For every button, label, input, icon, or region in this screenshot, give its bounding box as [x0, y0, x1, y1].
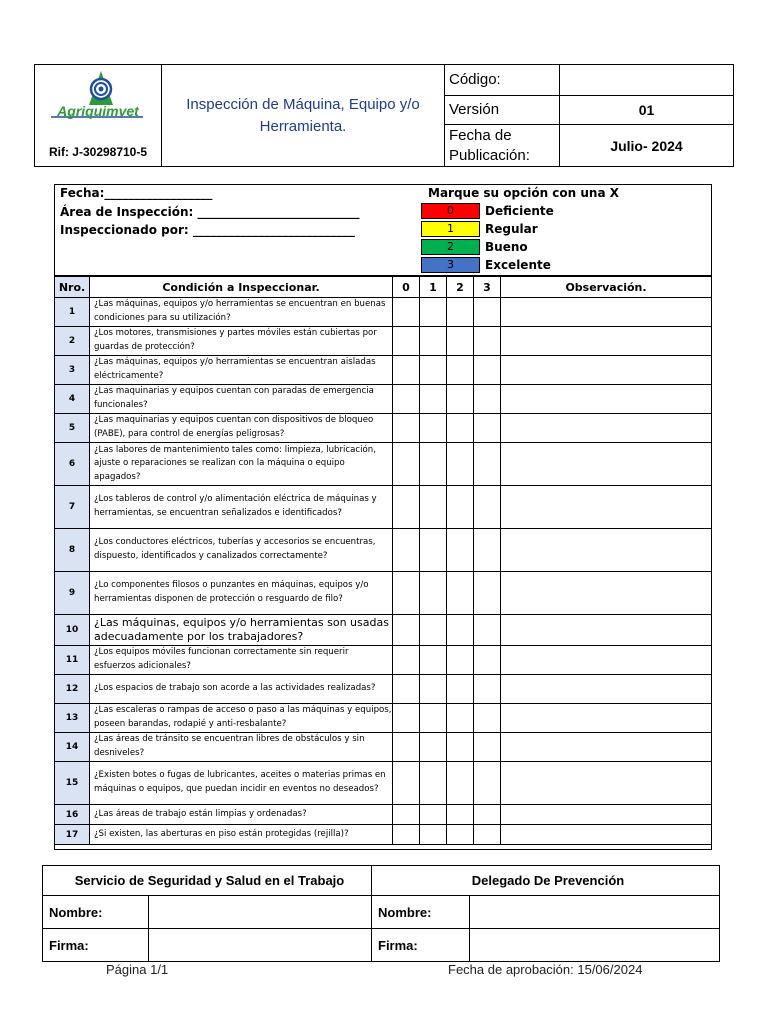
row-condition: ¿Las áreas de trabajo están limpias y ordenadas? — [90, 805, 393, 825]
score-cell-0[interactable] — [393, 825, 420, 845]
score-cell-3[interactable] — [474, 805, 501, 825]
row-condition: ¿Si existen, las aberturas en piso están protegidas (rejilla)? — [90, 825, 393, 845]
row-condition: ¿Los tableros de control y/o alimentación eléctrica de máquinas y herramientas, se encuentran señalizados e identificados? — [90, 486, 393, 529]
score-cell-0[interactable] — [393, 805, 420, 825]
observation-cell[interactable] — [501, 615, 712, 646]
company-name: Agriquimvet — [57, 103, 139, 119]
legend-swatch-2: 2 — [421, 239, 480, 255]
score-cell-2[interactable] — [447, 615, 474, 646]
sst-nombre-field[interactable] — [149, 896, 372, 929]
table-row — [55, 805, 711, 825]
score-cell-3[interactable] — [474, 385, 501, 414]
score-cell-1[interactable] — [420, 825, 447, 845]
row-number: 6 — [55, 443, 90, 486]
observation-cell[interactable] — [501, 414, 712, 443]
score-cell-1[interactable] — [420, 529, 447, 572]
table-row — [55, 615, 711, 646]
score-cell-1[interactable] — [420, 805, 447, 825]
score-cell-3[interactable] — [474, 529, 501, 572]
table-row — [55, 762, 711, 805]
observation-cell[interactable] — [501, 704, 712, 733]
observation-cell[interactable] — [501, 733, 712, 762]
score-cell-2[interactable] — [447, 385, 474, 414]
score-cell-1[interactable] — [420, 615, 447, 646]
observation-cell[interactable] — [501, 327, 712, 356]
row-condition: ¿Los equipos móviles funcionan correctamente sin requerir esfuerzos adicionales? — [90, 646, 393, 675]
score-cell-1[interactable] — [420, 356, 447, 385]
document-title-text: Inspección de Máquina, Equipo y/o Herramienta. — [186, 95, 420, 135]
sst-firma-field[interactable] — [149, 929, 372, 962]
score-cell-2[interactable] — [447, 298, 474, 327]
observation-cell[interactable] — [501, 646, 712, 675]
col-nro: Nro. — [55, 277, 90, 298]
score-cell-3[interactable] — [474, 615, 501, 646]
table-row — [55, 675, 711, 704]
score-cell-2[interactable] — [447, 356, 474, 385]
row-number: 4 — [55, 385, 90, 414]
observation-cell[interactable] — [501, 529, 712, 572]
row-condition: ¿Los espacios de trabajo son acorde a las actividades realizadas? — [90, 675, 393, 704]
score-cell-1[interactable] — [420, 646, 447, 675]
table-row — [55, 704, 711, 733]
table-row — [55, 529, 711, 572]
score-cell-0[interactable] — [393, 414, 420, 443]
score-cell-3[interactable] — [474, 646, 501, 675]
observation-cell[interactable] — [501, 385, 712, 414]
legend-label-1: Regular — [485, 222, 538, 236]
observation-cell[interactable] — [501, 572, 712, 615]
score-cell-3[interactable] — [474, 762, 501, 805]
score-cell-3[interactable] — [474, 414, 501, 443]
score-cell-3[interactable] — [474, 443, 501, 486]
score-cell-2[interactable] — [447, 825, 474, 845]
document-header — [34, 64, 734, 167]
inspection-form — [54, 184, 712, 850]
signature-table — [42, 865, 720, 962]
score-cell-1[interactable] — [420, 572, 447, 615]
observation-cell[interactable] — [501, 486, 712, 529]
document-title — [162, 65, 445, 167]
observation-cell[interactable] — [501, 443, 712, 486]
score-cell-1[interactable] — [420, 675, 447, 704]
observation-cell[interactable] — [501, 825, 712, 845]
observation-cell[interactable] — [501, 805, 712, 825]
score-cell-3[interactable] — [474, 327, 501, 356]
row-condition: ¿Lo componentes filosos o punzantes en máquinas, equipos y/o herramientas disponen de protección o resguardo de filo? — [90, 572, 393, 615]
row-number: 3 — [55, 356, 90, 385]
score-cell-3[interactable] — [474, 733, 501, 762]
table-row — [55, 414, 711, 443]
company-logo — [35, 65, 161, 141]
legend-swatch-0: 0 — [421, 203, 480, 219]
score-cell-1[interactable] — [420, 704, 447, 733]
table-row — [55, 572, 711, 615]
score-cell-2[interactable] — [447, 675, 474, 704]
score-cell-0[interactable] — [393, 615, 420, 646]
score-cell-2[interactable] — [447, 572, 474, 615]
table-row — [55, 356, 711, 385]
form-info — [55, 185, 711, 276]
row-condition: ¿Las máquinas, equipos y/o herramientas se encuentran aisladas eléctricamente? — [90, 356, 393, 385]
score-cell-3[interactable] — [474, 675, 501, 704]
score-cell-1[interactable] — [420, 385, 447, 414]
score-cell-2[interactable] — [447, 762, 474, 805]
score-cell-0[interactable] — [393, 298, 420, 327]
row-condition: ¿Las máquinas, equipos y/o herramientas son usadas adecuadamente por los trabajadores? — [90, 615, 393, 646]
score-cell-2[interactable] — [447, 704, 474, 733]
row-condition: ¿Las áreas de tránsito se encuentran libres de obstáculos y sin desniveles? — [90, 733, 393, 762]
row-number: 10 — [55, 615, 90, 646]
score-cell-3[interactable] — [474, 572, 501, 615]
row-condition: ¿Las máquinas, equipos y/o herramientas se encuentran en buenas condiciones para su utilización? — [90, 298, 393, 327]
row-condition: ¿Existen botes o fugas de lubricantes, aceites o materias primas en máquinas o equipos, que puedan incidir en eventos no deseados? — [90, 762, 393, 805]
row-number: 9 — [55, 572, 90, 615]
fecha-publicacion-value: Julio- 2024 — [560, 125, 734, 167]
row-condition: ¿Las labores de mantenimiento tales como: limpieza, lubricación, ajuste o reparaciones se realizan con la máquina o equipo apagados? — [90, 443, 393, 486]
logo-cell — [35, 65, 162, 167]
col-score-2: 2 — [447, 277, 474, 298]
score-cell-0[interactable] — [393, 443, 420, 486]
row-number: 16 — [55, 805, 90, 825]
table-row — [55, 298, 711, 327]
row-number: 7 — [55, 486, 90, 529]
score-cell-1[interactable] — [420, 327, 447, 356]
score-cell-2[interactable] — [447, 443, 474, 486]
score-cell-0[interactable] — [393, 762, 420, 805]
score-cell-2[interactable] — [447, 529, 474, 572]
score-cell-1[interactable] — [420, 414, 447, 443]
row-number: 14 — [55, 733, 90, 762]
score-cell-2[interactable] — [447, 486, 474, 529]
score-cell-1[interactable] — [420, 298, 447, 327]
score-cell-1[interactable] — [420, 443, 447, 486]
sst-title: Servicio de Seguridad y Salud en el Trabajo — [43, 866, 372, 896]
score-cell-0[interactable] — [393, 529, 420, 572]
score-cell-0[interactable] — [393, 704, 420, 733]
legend-label-2: Bueno — [485, 240, 528, 254]
legend-swatch-1: 1 — [421, 221, 480, 237]
fecha-publicacion-label: Fecha de Publicación: — [445, 125, 560, 167]
row-condition: ¿Los conductores eléctricos, tuberías y accesorios se encuentras, dispuesto, identificados y canalizados correctamente? — [90, 529, 393, 572]
score-cell-3[interactable] — [474, 825, 501, 845]
rif-number: Rif: J-30298710-5 — [48, 145, 148, 159]
table-row — [55, 443, 711, 486]
score-cell-2[interactable] — [447, 646, 474, 675]
sst-nombre-label: Nombre: — [43, 896, 149, 929]
inspeccionado-por-field[interactable]: Inspeccionado por: ___________________________ — [60, 223, 355, 237]
score-cell-2[interactable] — [447, 805, 474, 825]
table-row — [55, 327, 711, 356]
legend-label-3: Excelente — [485, 258, 551, 272]
col-score-0: 0 — [393, 277, 420, 298]
score-cell-1[interactable] — [420, 486, 447, 529]
score-cell-0[interactable] — [393, 486, 420, 529]
observation-cell[interactable] — [501, 356, 712, 385]
score-cell-0[interactable] — [393, 385, 420, 414]
row-number: 13 — [55, 704, 90, 733]
inspection-table — [55, 276, 711, 845]
observation-cell[interactable] — [501, 675, 712, 704]
score-cell-1[interactable] — [420, 762, 447, 805]
delegado-nombre-field[interactable] — [470, 896, 720, 929]
delegado-title: Delegado De Prevención — [372, 866, 720, 896]
row-number: 12 — [55, 675, 90, 704]
table-row — [55, 385, 711, 414]
table-row — [55, 486, 711, 529]
legend-title: Marque su opción con una X — [428, 186, 619, 200]
col-score-1: 1 — [420, 277, 447, 298]
fecha-field[interactable]: Fecha:__________________ — [60, 186, 213, 200]
col-condicion: Condición a Inspeccionar. — [90, 277, 393, 298]
legend-swatch-3: 3 — [421, 257, 480, 273]
row-number: 15 — [55, 762, 90, 805]
score-cell-0[interactable] — [393, 675, 420, 704]
row-number: 1 — [55, 298, 90, 327]
table-header-row — [55, 277, 711, 298]
score-cell-2[interactable] — [447, 733, 474, 762]
row-condition: ¿Las maquinarias y equipos cuentan con paradas de emergencia funcionales? — [90, 385, 393, 414]
delegado-firma-label: Firma: — [372, 929, 470, 962]
observation-cell[interactable] — [501, 298, 712, 327]
page-number: Página 1/1 — [106, 962, 169, 977]
score-cell-2[interactable] — [447, 414, 474, 443]
row-number: 11 — [55, 646, 90, 675]
row-number: 2 — [55, 327, 90, 356]
version-value: 01 — [560, 96, 734, 125]
col-score-3: 3 — [474, 277, 501, 298]
col-observacion: Observación. — [501, 277, 712, 298]
table-row — [55, 733, 711, 762]
score-cell-0[interactable] — [393, 572, 420, 615]
row-number: 17 — [55, 825, 90, 845]
delegado-nombre-label: Nombre: — [372, 896, 470, 929]
score-cell-3[interactable] — [474, 356, 501, 385]
table-row — [55, 646, 711, 675]
observation-cell[interactable] — [501, 762, 712, 805]
approval-date: Fecha de aprobación: 15/06/2024 — [448, 962, 643, 977]
version-label: Versión — [445, 96, 560, 125]
row-number: 8 — [55, 529, 90, 572]
score-cell-3[interactable] — [474, 486, 501, 529]
sst-firma-label: Firma: — [43, 929, 149, 962]
codigo-value — [560, 65, 734, 96]
score-cell-0[interactable] — [393, 733, 420, 762]
row-number: 5 — [55, 414, 90, 443]
score-cell-2[interactable] — [447, 327, 474, 356]
score-cell-3[interactable] — [474, 298, 501, 327]
row-condition: ¿Las escaleras o rampas de acceso o paso a las máquinas y equipos, poseen barandas, rodapié y anti-resbalante? — [90, 704, 393, 733]
score-cell-0[interactable] — [393, 356, 420, 385]
row-condition: ¿Las maquinarias y equipos cuentan con dispositivos de bloqueo (PABE), para control de energías peligrosas? — [90, 414, 393, 443]
score-cell-0[interactable] — [393, 646, 420, 675]
score-cell-3[interactable] — [474, 704, 501, 733]
score-cell-1[interactable] — [420, 733, 447, 762]
legend-label-0: Deficiente — [485, 204, 554, 218]
delegado-firma-field[interactable] — [470, 929, 720, 962]
codigo-label: Código: — [445, 65, 560, 96]
score-cell-0[interactable] — [393, 327, 420, 356]
table-row — [55, 825, 711, 845]
row-condition: ¿Los motores, transmisiones y partes móviles están cubiertas por guardas de protección? — [90, 327, 393, 356]
area-inspeccion-field[interactable]: Área de Inspección: ___________________________ — [60, 205, 360, 219]
